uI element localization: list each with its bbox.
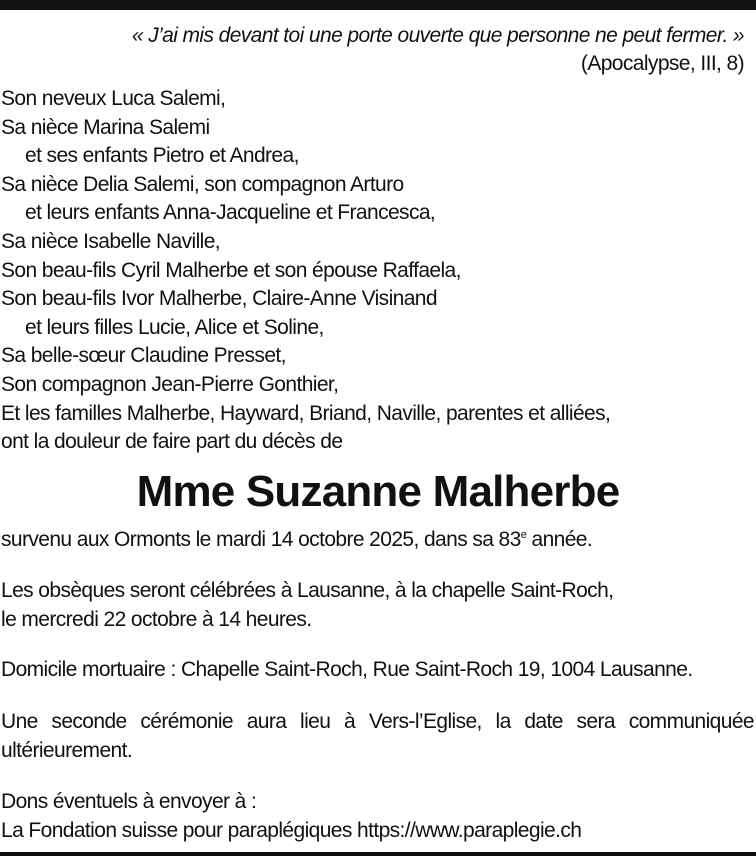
ordinal-suffix: e: [520, 529, 527, 541]
death-notice-text: survenu aux Ormonts le mardi 14 octobre 2025, dans sa 83: [1, 528, 521, 551]
donations-line-1: Dons éventuels à envoyer à :: [1, 790, 257, 813]
family-line: Sa nièce Isabelle Naville,: [1, 229, 221, 253]
death-notice: [1, 526, 592, 555]
family-line: et leurs filles Lucie, Alice et Soline,: [25, 315, 324, 339]
family-line: et ses enfants Pietro et Andrea,: [25, 144, 299, 168]
family-line: Son neveux Luca Salemi,: [1, 87, 226, 110]
family-line: Et les familles Malherbe, Hayward, Briand, Naville, parentes et alliées,: [1, 401, 611, 425]
donations-line-2: La Fondation suisse pour paraplégiques https://www.paraplegie.ch: [1, 818, 582, 842]
second-ceremony: Une seconde cérémonie aura lieu à Vers-l’Eglise, la date sera communiquée ultérieurement.: [1, 710, 754, 762]
domicile: Domicile mortuaire : Chapelle Saint-Roch, Rue Saint-Roch 19, 1004 Lausanne.: [1, 658, 693, 681]
deceased-name: Mme Suzanne Malherbe: [136, 467, 620, 516]
epigraph-quote: « J’ai mis devant toi une porte ouverte que personne ne peut fermer. »: [131, 24, 744, 47]
funeral-line-1: Les obsèques seront célébrées à Lausanne, à la chapelle Saint-Roch,: [1, 579, 614, 602]
funeral-info: [1, 577, 613, 634]
family-line: Son compagnon Jean-Pierre Gonthier,: [1, 372, 339, 396]
family-line: et leurs enfants Anna-Jacqueline et Francesca,: [25, 201, 436, 225]
donations: [1, 788, 581, 845]
family-list: [1, 85, 753, 457]
family-line: Sa belle-sœur Claudine Presset,: [1, 344, 286, 368]
epigraph: [132, 22, 744, 78]
family-line: ont la douleur de faire part du décès de: [1, 430, 343, 454]
bottom-rule: [0, 852, 756, 856]
death-notice-tail: année.: [526, 528, 593, 551]
family-line: Son beau-fils Ivor Malherbe, Claire-Anne Visinand: [1, 287, 437, 311]
top-rule: [0, 0, 756, 10]
family-line: Sa nièce Marina Salemi: [1, 115, 210, 139]
epigraph-source: (Apocalypse, III, 8): [580, 52, 744, 75]
family-line: Son beau-fils Cyril Malherbe et son épouse Raffaela,: [1, 258, 461, 282]
funeral-line-2: le mercredi 22 octobre à 14 heures.: [1, 607, 312, 631]
family-line: Sa nièce Delia Salemi, son compagnon Arturo: [1, 172, 404, 196]
